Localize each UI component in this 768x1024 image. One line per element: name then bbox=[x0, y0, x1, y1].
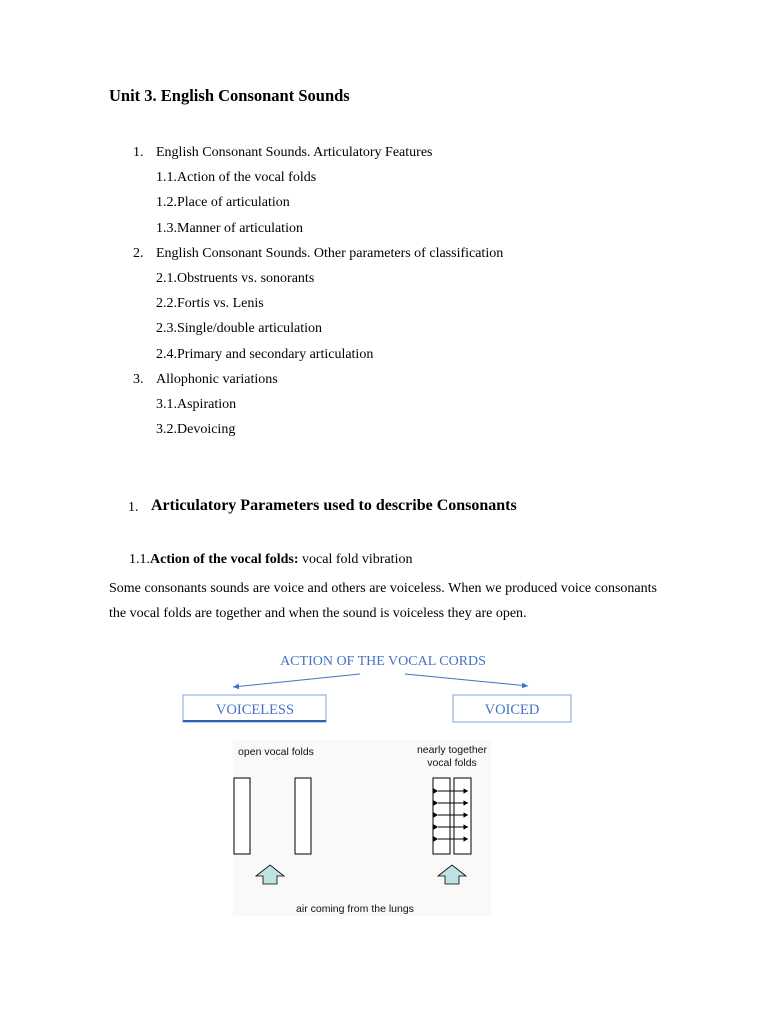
toc-subitem: 2.3.Single/double articulation bbox=[156, 321, 323, 337]
toc-item-number: 2. bbox=[133, 245, 144, 261]
open-vocal-folds-caption: open vocal folds bbox=[238, 746, 314, 758]
subsection-bold-label: Action of the vocal folds: bbox=[150, 552, 299, 567]
page-title: Unit 3. English Consonant Sounds bbox=[109, 86, 350, 105]
arrow-to-voiceless bbox=[233, 674, 360, 687]
right-vocal-fold-1 bbox=[433, 778, 450, 854]
toc-item-number: 1. bbox=[133, 145, 144, 160]
subsection-prefix: 1.1. bbox=[129, 552, 150, 567]
toc-subitem: 2.2.Fortis vs. Lenis bbox=[156, 296, 264, 312]
left-vocal-fold-open-2 bbox=[295, 778, 311, 854]
toc-subitem: 3.1.Aspiration bbox=[156, 397, 237, 412]
arrow-to-voiced bbox=[405, 674, 528, 686]
toc-item-number: 3. bbox=[133, 371, 144, 387]
right-vocal-fold-2 bbox=[454, 778, 471, 854]
toc-item: English Consonant Sounds. Other parameters of classification bbox=[156, 245, 504, 261]
toc-subitem: 1.2.Place of articulation bbox=[156, 195, 290, 211]
air-caption: air coming from the lungs bbox=[296, 903, 414, 915]
toc-subitem: 1.3.Manner of articulation bbox=[156, 220, 303, 236]
body-paragraph: Some consonants sounds are voice and others are voiceless. When we produced voice consonants the vocal folds are together and when the sound is voiceless they are open. bbox=[109, 581, 657, 621]
toc-subitem: 2.4.Primary and secondary articulation bbox=[156, 346, 374, 362]
section-heading: Articulatory Parameters used to describe Consonants bbox=[151, 497, 517, 514]
nearly-together-caption-1: nearly together bbox=[416, 744, 488, 756]
subsection-rest: vocal fold vibration bbox=[298, 552, 413, 567]
toc-item: English Consonant Sounds. Articulatory Features bbox=[156, 145, 433, 160]
toc-subitem: 3.2.Devoicing bbox=[156, 422, 236, 438]
toc-subitem: 2.1.Obstruents vs. sonorants bbox=[156, 271, 315, 286]
toc-item: Allophonic variations bbox=[156, 371, 278, 387]
section-number: 1. bbox=[128, 500, 139, 515]
voiced-label: VOICED bbox=[484, 702, 540, 718]
toc-subitem: 1.1.Action of the vocal folds bbox=[156, 170, 317, 186]
voiceless-label: VOICELESS bbox=[215, 702, 295, 718]
nearly-together-caption-2: vocal folds bbox=[427, 757, 477, 769]
left-vocal-fold-open-1 bbox=[234, 778, 250, 854]
diagram-title: ACTION OF THE VOCAL CORDS bbox=[280, 654, 486, 669]
